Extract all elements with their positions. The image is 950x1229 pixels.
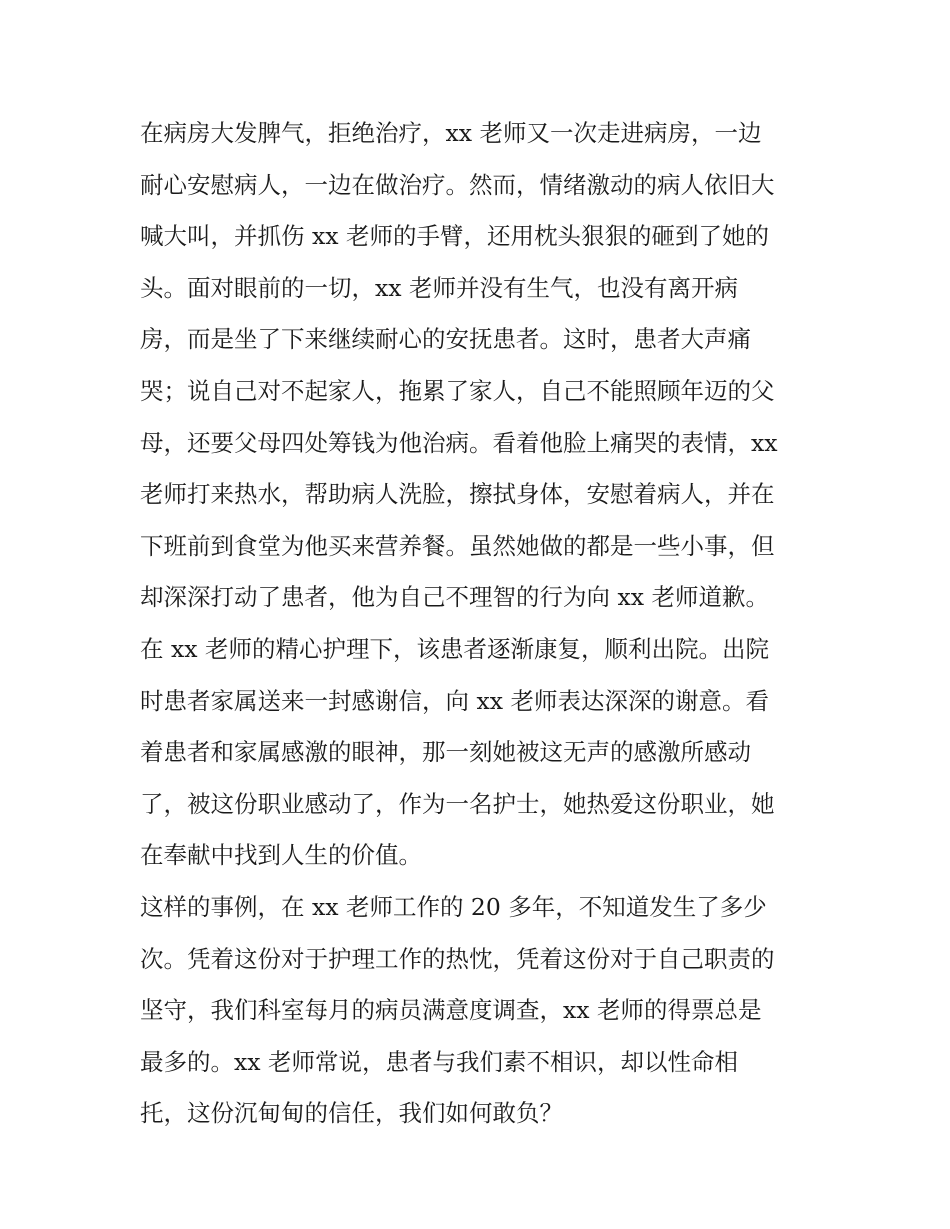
text-line: 着患者和家属感激的眼神，那一刻她被这无声的感激所感动 — [140, 738, 751, 767]
text-line: 时患者家属送来一封感谢信，向 xx 老师表达深深的谢意。看 — [140, 686, 769, 715]
text-line: 房，而是坐了下来继续耐心的安抚患者。这时，患者大声痛 — [140, 325, 751, 354]
text-line: 在病房大发脾气，拒绝治疗，xx 老师又一次走进病房，一边 — [140, 119, 762, 147]
text-line: 托，这份沉甸甸的信任，我们如何敢负？ — [140, 1099, 563, 1128]
text-line: 在 xx 老师的精心护理下，该患者逐渐康复，顺利出院。出院 — [140, 634, 769, 663]
text-line: 耐心安慰病人，一边在做治疗。然而，情绪激动的病人依旧大 — [140, 170, 775, 199]
text-line: 这样的事例，在 xx 老师工作的 20 多年，不知道发生了多少 — [140, 892, 767, 921]
text-line: 最多的。xx 老师常说，患者与我们素不相识，却以性命相 — [140, 1047, 738, 1076]
text-line: 头。面对眼前的一切，xx 老师并没有生气，也没有离开病 — [140, 273, 738, 302]
text-line: 母，还要父母四处筹钱为他治病。看着他脸上痛哭的表情，xx — [140, 428, 778, 457]
body-text — [140, 108, 830, 1140]
text-line: 在奉献中找到人生的价值。 — [140, 841, 422, 870]
text-line: 了，被这份职业感动了，作为一名护士，她热爱这份职业，她 — [140, 789, 775, 818]
text-line: 下班前到食堂为他买来营养餐。虽然她做的都是一些小事，但 — [140, 531, 775, 560]
text-line: 哭；说自己对不起家人，拖累了家人，自己不能照顾年迈的父 — [140, 376, 775, 405]
text-line: 老师打来热水，帮助病人洗脸，擦拭身体，安慰着病人，并在 — [140, 480, 775, 509]
text-line: 次。凭着这份对于护理工作的热忱，凭着这份对于自己职责的 — [140, 944, 775, 973]
text-line: 坚守，我们科室每月的病员满意度调查，xx 老师的得票总是 — [140, 996, 762, 1025]
text-line: 却深深打动了患者，他为自己不理智的行为向 xx 老师道歉。 — [140, 583, 769, 612]
text-line: 喊大叫，并抓伤 xx 老师的手臂，还用枕头狠狠的砸到了她的 — [140, 222, 769, 251]
